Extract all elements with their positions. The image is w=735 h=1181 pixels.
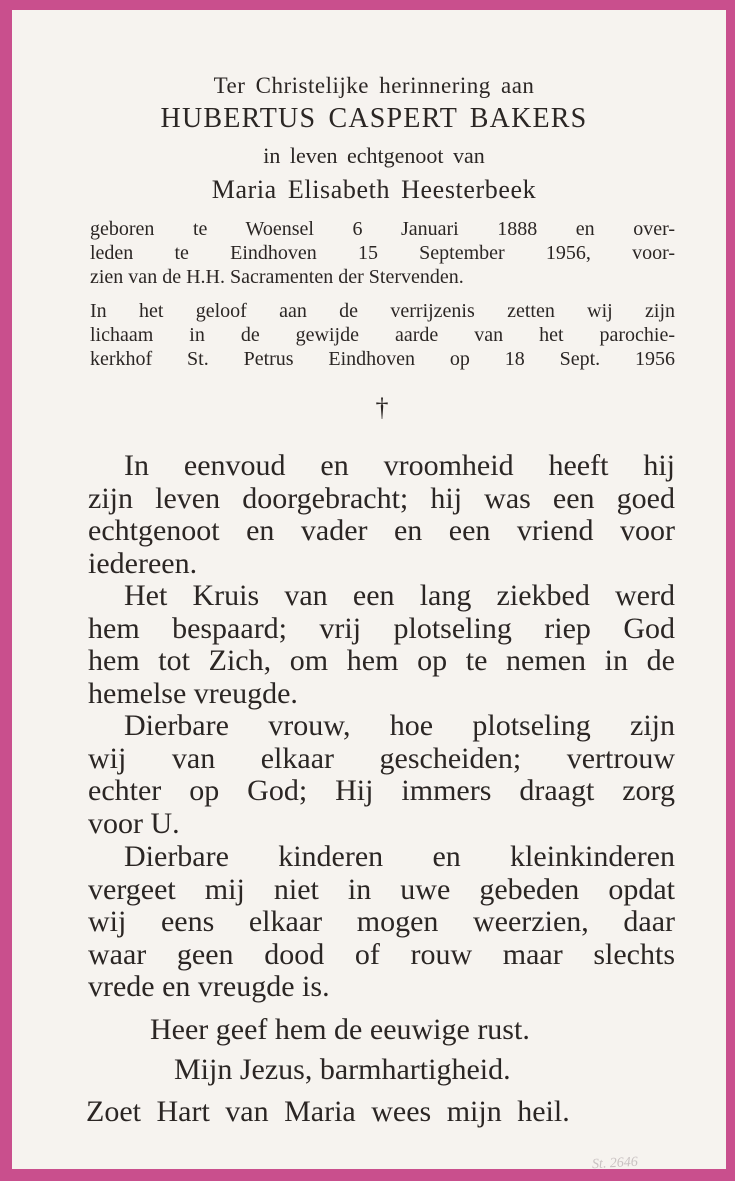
paragraph-line: echtgenoot en vader en een vriend voor xyxy=(88,514,675,547)
paragraph-line: waar geen dood of rouw maar slechts xyxy=(88,937,675,971)
spouse-name: Maria Elisabeth Heesterbeek xyxy=(211,175,537,204)
paragraph-line: wij eens elkaar mogen weerzien, daar xyxy=(88,905,675,938)
deceased-name: HUBERTUS CASPERT BAKERS xyxy=(160,103,588,134)
paragraph-line: vrede en vreugde is. xyxy=(88,970,330,1003)
biography-line: leden te Eindhoven 15 September 1956, voor- xyxy=(90,242,675,264)
biography-line: geboren te Woensel 6 Januari 1888 en over- xyxy=(90,218,675,240)
card-header xyxy=(74,72,674,206)
paragraph-line: hem tot Zich, om hem op te nemen in de xyxy=(88,644,675,677)
prayer-heart: Zoet Hart van Maria wees mijn heil. xyxy=(86,1095,570,1128)
paragraph-1 xyxy=(88,450,675,580)
paragraph-line: hemelse vreugde. xyxy=(88,676,298,710)
burial-line: kerkhof St. Petrus Eindhoven op 18 Sept. 1956 xyxy=(90,348,675,370)
burial-block xyxy=(90,299,675,371)
paragraph-line: Dierbare kinderen en kleinkinderen xyxy=(124,840,675,873)
paragraph-2 xyxy=(88,580,675,710)
burial-line: In het geloof aan de verrijzenis zetten wij zijn xyxy=(90,300,675,322)
paragraph-line: Dierbare vrouw, hoe plotseling zijn xyxy=(124,709,675,742)
paragraph-line: iedereen. xyxy=(88,546,198,580)
paragraph-line: voor U. xyxy=(88,806,180,840)
paragraph-3 xyxy=(88,710,675,840)
paragraph-line: Het Kruis van een lang ziekbed werd xyxy=(124,579,675,612)
biography-block xyxy=(90,217,675,289)
cross-icon: † xyxy=(375,393,389,422)
spouse-intro: in leven echtgenoot van xyxy=(263,143,485,168)
burial-line: lichaam in de gewijde aarde van het parochie- xyxy=(90,324,675,346)
prayer-mercy: Mijn Jezus, barmhartigheid. xyxy=(174,1053,511,1086)
paragraph-line: hem bespaard; vrij plotseling riep God xyxy=(88,611,675,645)
prayer-rest: Heer geef hem de eeuwige rust. xyxy=(150,1013,530,1046)
paragraph-line: echter op God; Hij immers draagt zorg xyxy=(88,774,675,807)
intro-line: Ter Christelijke herinnering aan xyxy=(213,73,535,98)
paragraph-line: In eenvoud en vroomheid heeft hij xyxy=(124,449,675,482)
paragraph-line: vergeet mij niet in uwe gebeden opdat xyxy=(88,872,675,906)
paragraph-line: wij van elkaar gescheiden; vertrouw xyxy=(88,741,675,775)
paragraph-4 xyxy=(88,841,675,1004)
paragraph-line: zijn leven doorgebracht; hij was een goed xyxy=(88,481,675,515)
biography-line: zien van de H.H. Sacramenten der Stervenden. xyxy=(90,266,464,288)
pencil-note: St. 2646 xyxy=(591,1154,639,1173)
